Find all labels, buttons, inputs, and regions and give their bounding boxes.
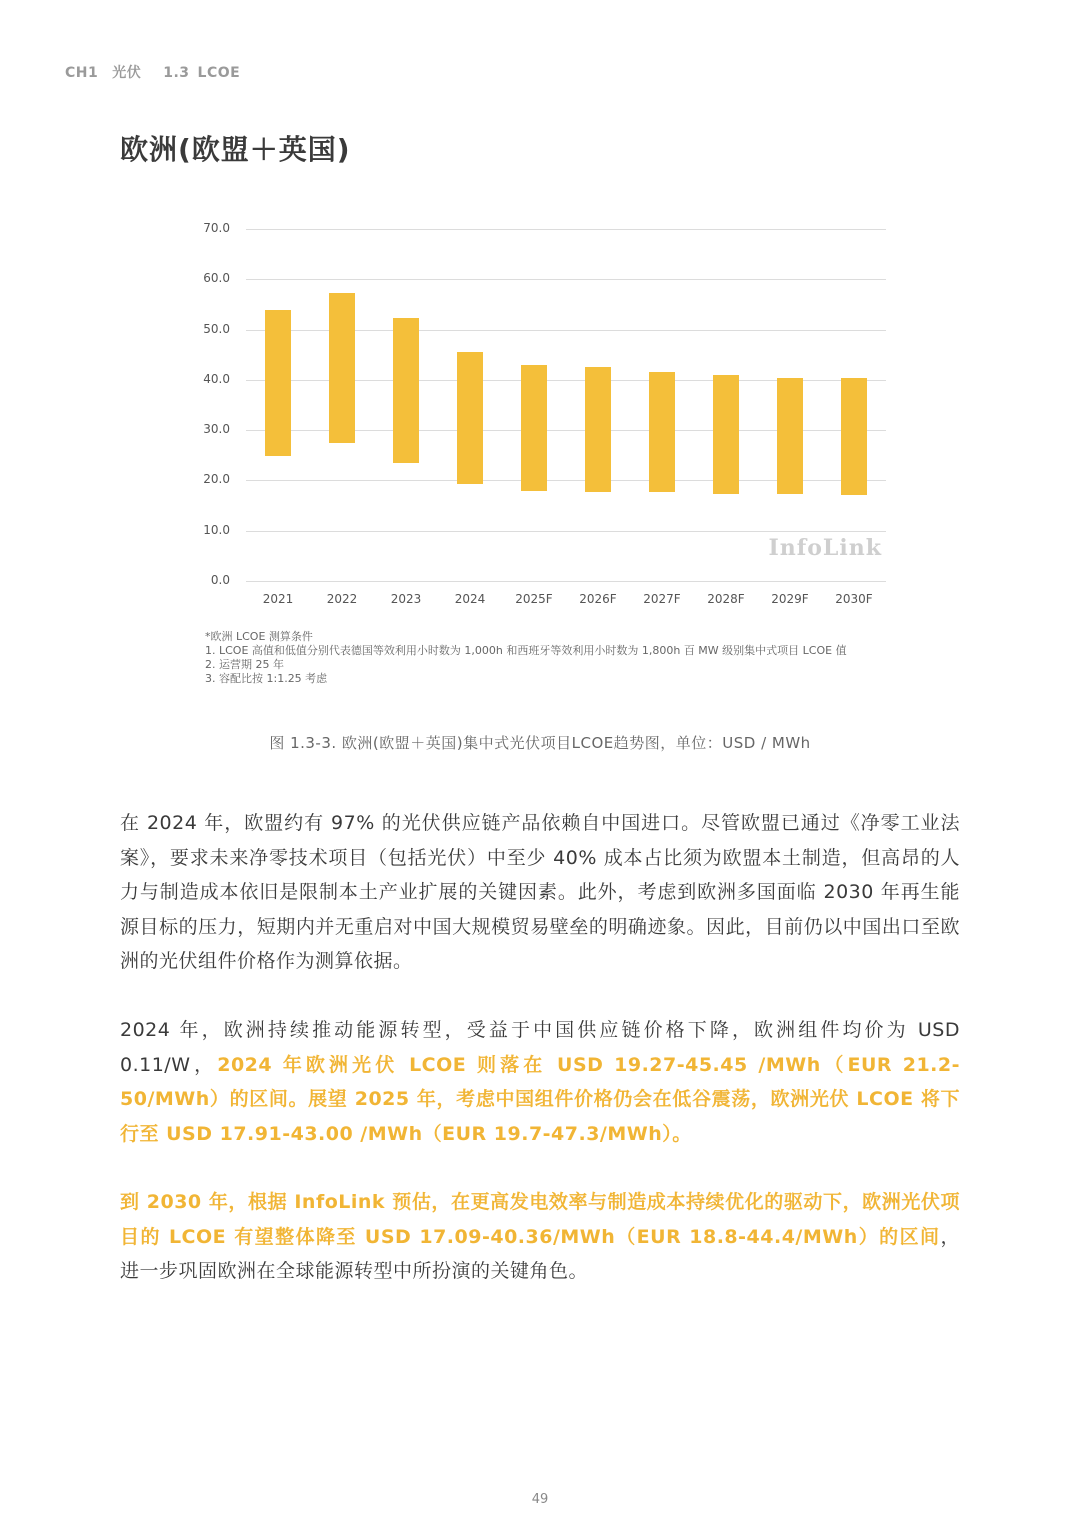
range-bar — [265, 310, 291, 456]
running-header — [65, 62, 254, 82]
page-number: 49 — [531, 1492, 549, 1507]
infolink-watermark: InfoLink — [768, 535, 882, 561]
y-tick-label: 70.0 — [203, 220, 230, 235]
x-tick-label: 2025F — [515, 592, 553, 606]
gridline — [246, 229, 886, 230]
topic-label: 光伏 — [112, 65, 142, 81]
x-tick-label: 2027F — [643, 592, 681, 606]
paragraph-3-text: ，进一步巩固欧洲在全球能源转型中所扮演的关键角色。 — [120, 1225, 960, 1282]
x-tick-label: 2030F — [835, 592, 873, 606]
paragraph-3-highlight: 到 2030 年，根据 InfoLink 预估，在更高发电效率与制造成本持续优化的驱动下，欧洲光伏项目的 LCOE 有望整体降至 USD 17.09-40.36/MWh（EUR 18.8-44.4/MWh）的区间 — [120, 1191, 960, 1248]
y-tick-label: 0.0 — [210, 573, 230, 587]
x-tick-label: 2021 — [262, 592, 294, 606]
page-title: 欧洲(欧盟＋英国) — [120, 133, 351, 166]
x-tick-label: 2023 — [390, 592, 422, 606]
chart-notes — [205, 630, 847, 686]
gridline — [246, 279, 886, 280]
x-tick-label: 2022 — [326, 592, 358, 606]
y-tick-label: 60.0 — [203, 271, 230, 286]
range-bar — [585, 367, 611, 492]
section-name: LCOE — [197, 65, 241, 81]
section-number: 1.3 — [163, 65, 190, 81]
x-tick-label: 2029F — [771, 592, 809, 606]
figure-caption: 图 1.3-3. 欧洲(欧盟＋英国)集中式光伏项目LCOE趋势图，单位：USD / MWh — [269, 734, 811, 752]
note-item: 1. LCOE 高值和低值分别代表德国等效利用小时数为 1,000h 和西班牙等效利用小时数为 1,800h 百 MW 级别集中式项目 LCOE 值 — [205, 644, 847, 657]
range-bar — [841, 378, 867, 495]
paragraph-3 — [120, 1185, 960, 1289]
x-tick-label: 2024 — [454, 592, 486, 606]
range-bar — [457, 352, 483, 484]
note-item: 2. 运营期 25 年 — [205, 658, 284, 671]
paragraph-2-text: 2024 年，欧洲持续推动能源转型，受益于中国供应链价格下降，欧洲组件均价为 USD 0.11/W， — [120, 1019, 960, 1076]
lcoe-range-chart — [190, 215, 900, 615]
y-tick-label: 30.0 — [203, 422, 230, 437]
y-tick-label: 20.0 — [203, 472, 230, 487]
y-tick-label: 50.0 — [203, 321, 230, 336]
chapter-label: CH1 — [65, 65, 99, 81]
paragraph-2 — [120, 1013, 960, 1151]
range-bar — [649, 372, 675, 492]
range-bar — [329, 293, 355, 443]
y-tick-label: 10.0 — [203, 522, 230, 537]
x-tick-label: 2028F — [707, 592, 745, 606]
range-bar — [521, 365, 547, 491]
gridline — [246, 581, 886, 582]
note-item: 3. 容配比按 1:1.25 考虑 — [205, 672, 328, 685]
gridline — [246, 531, 886, 532]
paragraph-2-highlight: 2024 年欧洲光伏 LCOE 则落在 USD 19.27-45.45 /MWh（EUR 21.2-50/MWh）的区间。展望 2025 年，考虑中国组件价格仍会在低谷震荡，欧洲光伏 LCOE 将下行至 USD 17.91-43.00 /MWh（EUR 19.7-47.3/MWh）。 — [120, 1053, 961, 1145]
range-bar — [777, 378, 803, 494]
y-tick-label: 40.0 — [203, 371, 230, 386]
paragraph-1: 在 2024 年，欧盟约有 97% 的光伏供应链产品依赖自中国进口。尽管欧盟已通过《净零工业法案》，要求未来净零技术项目（包括光伏）中至少 40% 成本占比须为欧盟本土制造，但高昂的人力与制造成本依旧是限制本土产业扩展的关键因素。此外，考虑到欧洲多国面临 2030 年再生能源目标的压力，短期内并无重启对中国大规模贸易壁垒的明确迹象。因此，目前仍以中国出口至欧洲的光伏组件价格作为测算依据。 — [120, 812, 960, 972]
range-bar — [393, 318, 419, 463]
range-bar — [713, 375, 739, 494]
notes-heading: *欧洲 LCOE 测算条件 — [205, 630, 313, 643]
x-tick-label: 2026F — [579, 592, 617, 606]
